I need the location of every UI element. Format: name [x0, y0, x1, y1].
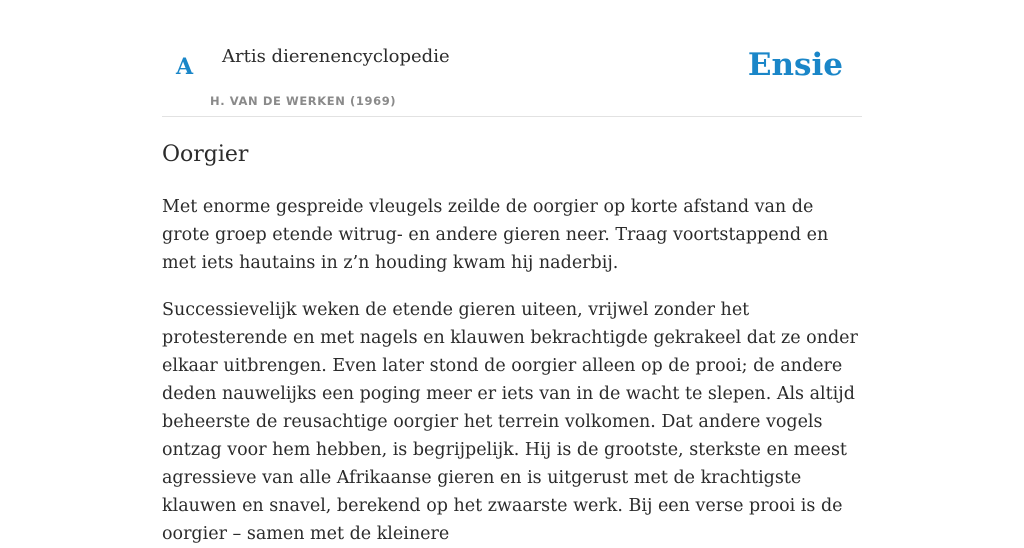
- page: [162, 0, 862, 548]
- book-title[interactable]: Artis dierenencyclopedie: [222, 46, 450, 67]
- paragraph: Met enorme gespreide vleugels zeilde de oorgier op korte afstand van de grote groep etende witrug- en andere gieren neer. Traag voortstappend en met iets hautains in z’n houding kwam hij naderbij.: [162, 196, 829, 273]
- entry-title: Oorgier: [162, 142, 249, 167]
- letter-mark[interactable]: A: [176, 54, 194, 80]
- brand-logo[interactable]: Ensie: [747, 47, 843, 83]
- author-byline: H. VAN DE WERKEN (1969): [210, 94, 397, 108]
- paragraph: Successievelijk weken de etende gieren uiteen, vrijwel zonder het protesterende en met nagels en klauwen bekrachtigde gekrakeel dat ze onder elkaar uitbrengen. Even later stond de oorgier alleen op de prooi; de andere deden nauwelijks een poging meer er iets van in de wacht te slepen. Als altijd beheerste de reusachtige oorgier het terrein volkomen. Dat andere vogels ontzag voor hem hebben, is begrijpelijk. Hij is de grootste, sterkste en meest agressieve van alle Afrikaanse gieren en is uitgerust met de krachtigste klauwen en snavel, berekend op het zwaarste werk. Bij een verse prooi is de oorgier – samen met de kleinere: [162, 299, 858, 544]
- header: [162, 0, 862, 117]
